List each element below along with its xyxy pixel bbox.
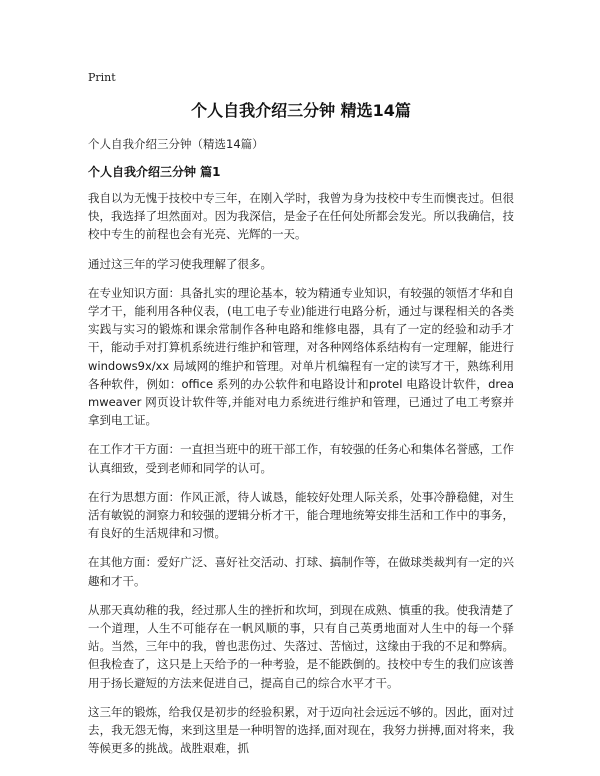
paragraph-learning: 通过这三年的学习使我理解了很多。 [88,256,272,271]
paragraph-other: 在其他方面：爱好广泛、喜好社交活动、打球、搞制作等，在做球类裁判有一定的兴趣和才干。 [88,555,514,588]
print-label[interactable]: Print [88,71,116,84]
paragraph-growth: 从那天真幼稚的我，经过那人生的挫折和坎坷，到现在成熟、慎重的我。使我清楚了一个道理，人生不可能存在一帆风顺的事，只有自己英勇地面对人生中的每一个驿站。当然，三年中的我，曾也悲伤过、失落过、苦恼过，这缘由于我的不足和弊病。但我检查了，这只是上天给予的一种考验，是不能跌倒的。技校中专生的我们应该善用于扬长避短的方法来促进自己，提高自己的综合水平才干。 [88,602,514,690]
paragraph-behavior: 在行为思想方面：作风正派，待人诚恳，能较好处理人际关系，处事冷静稳健，对生活有敏锐的洞察力和较强的逻辑分析才干，能合理地统筹安排生活和工作中的事务，有良好的生活规律和习惯。 [88,489,514,541]
paragraph-work-ability: 在工作才干方面：一直担当班中的班干部工作，有较强的任务心和集体名誉感，工作认真细致，受到老师和同学的认可。 [88,442,514,475]
paragraph-conclusion: 这三年的锻炼，给我仅是初步的经验积累，对于迈向社会远远不够的。因此，面对过去，我无怨无悔，来到这里是一种明智的选择,面对现在，我努力拼搏,面对将来，我等候更多的挑战。战胜艰难，抓 [88,704,514,756]
document-subtitle: 个人自我介绍三分钟（精选14篇） [88,137,264,151]
section-heading: 个人自我介绍三分钟 篇1 [88,165,221,179]
document-title: 个人自我介绍三分钟 精选14篇 [191,101,411,120]
paragraph-intro: 我自以为无愧于技校中专三年，在刚入学时，我曾为身为技校中专生而懊丧过。但很快，我选择了坦然面对。因为我深信，是金子在任何处所都会发光。所以我确信，技校中专生的前程也会有光亮、光辉的一天。 [88,191,514,242]
paragraph-professional-knowledge: 在专业知识方面：具备扎实的理论基本，较为精通专业知识，有较强的领悟才华和自学才干，能利用各种仪表，(电工电子专业)能进行电路分析，通过与课程相关的各类实践与实习的锻炼和课余常制作各种电路和维修电器，具有了一定的经验和动手才干，能动手对打算机系统进行维护和管理，对各种网络体系结构有一定理解，能进行windows9x/xx 局域网的维护和管理。对单片机编程有一定的读写才干，熟练利用各种软件，例如：office 系列的办公软件和电路设计和protel 电路设计软件，dreamweaver 网页设计软件等,并能对电力系统进行维护和管理，已通过了电工考察并拿到电工证。 [88,285,514,428]
